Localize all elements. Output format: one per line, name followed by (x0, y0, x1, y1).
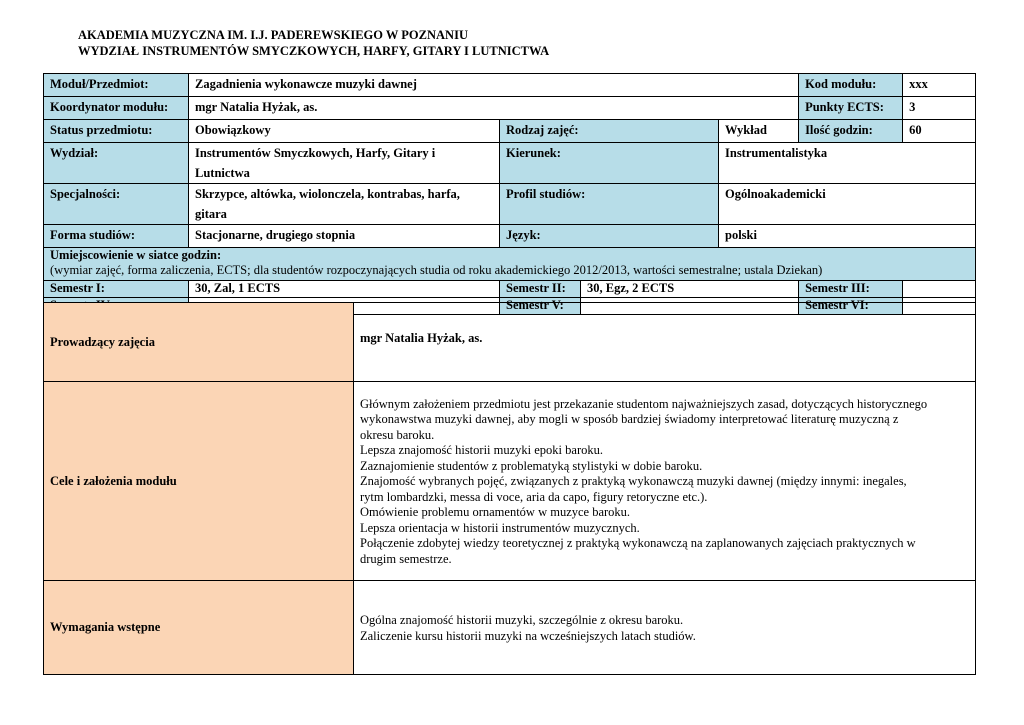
umiejscowienie-cell (44, 248, 976, 281)
status-value: Obowiązkowy (189, 120, 500, 143)
cele-line: wykonawstwa muzyki dawnej, aby mogli w sposób bardziej świadomy interpretować literaturę muzyczną z (360, 412, 899, 427)
koordynator-label: Koordynator modułu: (44, 97, 189, 120)
profil-value: Ogólnoakademicki (719, 184, 976, 225)
cele-line: Głównym założeniem przedmiotu jest przekazanie studentom najważniejszych zasad, dotyczących historycznego (360, 396, 928, 411)
semestr-2-value: 30, Egz, 2 ECTS (581, 281, 799, 298)
cele-label: Cele i założenia modułu (44, 382, 354, 581)
kierunek-label: Kierunek: (500, 143, 719, 184)
academy-name: AKADEMIA MUZYCZNA IM. I.J. PADEREWSKIEGO W POZNANIU (78, 28, 468, 42)
forma-value: Stacjonarne, drugiego stopnia (189, 225, 500, 248)
modul-label: Moduł/Przedmiot: (44, 74, 189, 97)
jezyk-label: Język: (500, 225, 719, 248)
godzin-value: 60 (903, 120, 976, 143)
wymagania-line: Zaliczenie kursu historii muzyki na wcześniejszych latach studiów. (360, 628, 696, 643)
ects-label: Punkty ECTS: (799, 97, 903, 120)
module-info-table (43, 73, 976, 315)
wymagania-value (354, 581, 976, 675)
cele-line: drugim semestrze. (360, 551, 452, 566)
cele-line: Połączenie zdobytej wiedzy teoretycznej z praktyką wykonawczą na zaplanowanych zajęciach praktycznych w (360, 536, 916, 551)
status-label: Status przedmiotu: (44, 120, 189, 143)
kod-label: Kod modułu: (799, 74, 903, 97)
cele-value (354, 382, 976, 581)
koordynator-value: mgr Natalia Hyżak, as. (189, 97, 799, 120)
semestr-3-value (903, 281, 976, 298)
modul-value: Zagadnienia wykonawcze muzyki dawnej (189, 74, 799, 97)
kierunek-value: Instrumentalistyka (719, 143, 976, 184)
wydzial-value: Instrumentów Smyczkowych, Harfy, Gitary i Lutnictwa (189, 143, 500, 184)
semestr-1-label: Semestr I: (44, 281, 189, 298)
module-details-table (43, 302, 976, 675)
jezyk-value: polski (719, 225, 976, 248)
faculty-name: WYDZIAŁ INSTRUMENTÓW SMYCZKOWYCH, HARFY, GITARY I LUTNICTWA (78, 44, 550, 58)
cele-line: Znajomość wybranych pojęć, związanych z praktyką wykonawczą muzyki dawnej (między innymi: inegales, (360, 474, 907, 489)
cele-line: Zaznajomienie studentów z problematyką stylistyki w dobie baroku. (360, 458, 703, 473)
semestr-1-value: 30, Zal, 1 ECTS (189, 281, 500, 298)
specjalnosci-label: Specjalności: (44, 184, 189, 225)
wymagania-line: Ogólna znajomość historii muzyki, szczególnie z okresu baroku. (360, 613, 684, 627)
specjalnosci-value: Skrzypce, altówka, wiolonczela, kontrabas, harfa, gitara (189, 184, 500, 225)
cele-line: Omówienie problemu ornamentów w muzyce baroku. (360, 505, 631, 520)
cele-line: Lepsza znajomość historii muzyki epoki baroku. (360, 443, 603, 458)
cele-line: rytm lombardzki, messa di voce, aria da capo, figury retoryczne etc.). (360, 489, 708, 504)
forma-label: Forma studiów: (44, 225, 189, 248)
semestr-3-label: Semestr III: (799, 281, 903, 298)
wydzial-label: Wydział: (44, 143, 189, 184)
kod-value: xxx (903, 74, 976, 97)
umiejscowienie-title: Umiejscowienie w siatce godzin: (50, 248, 222, 262)
ects-value: 3 (903, 97, 976, 120)
semestr-2-label: Semestr II: (500, 281, 581, 298)
umiejscowienie-note: (wymiar zajęć, forma zaliczenia, ECTS; dla studentów rozpoczynających studia od roku akademickiego 2012/2013, wartości semestralne; ustala Dziekan) (50, 263, 823, 277)
prowadzacy-value: mgr Natalia Hyżak, as. (354, 303, 976, 382)
rodzaj-value: Wykład (719, 120, 799, 143)
profil-label: Profil studiów: (500, 184, 719, 225)
document-header (78, 27, 549, 59)
godzin-label: Ilość godzin: (799, 120, 903, 143)
semestr-5-label: Semestr V: (500, 298, 581, 315)
rodzaj-label: Rodzaj zajęć: (500, 120, 719, 143)
wymagania-label: Wymagania wstępne (44, 581, 354, 675)
cele-line: okresu baroku. (360, 427, 435, 442)
semestr-6-label: Semestr VI: (799, 298, 903, 315)
cele-line: Lepsza orientacja w historii instrumentów muzycznych. (360, 520, 640, 535)
prowadzacy-label: Prowadzący zajęcia (44, 303, 354, 382)
